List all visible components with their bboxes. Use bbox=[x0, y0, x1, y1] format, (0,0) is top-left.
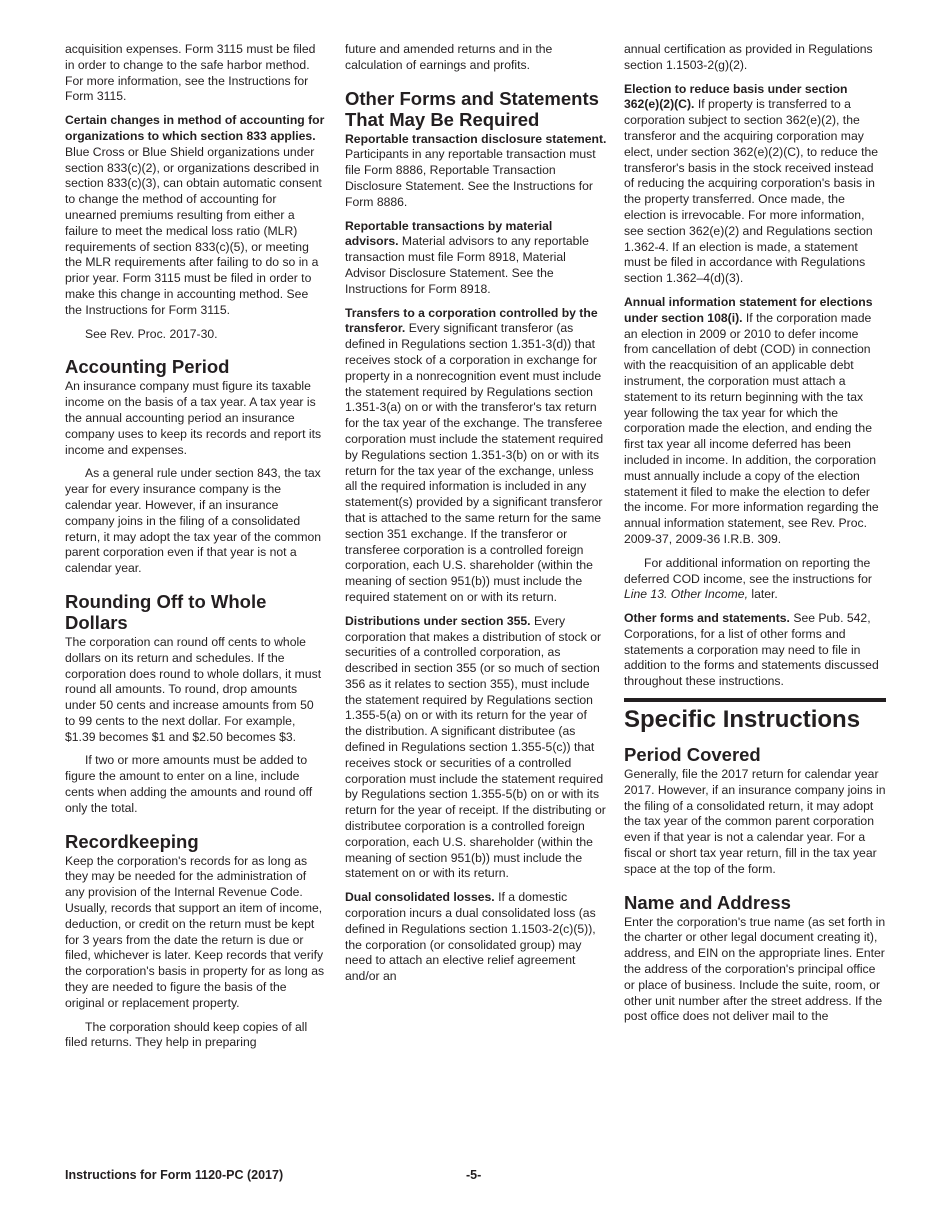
paragraph: annual certification as provided in Regulations section 1.1503-2(g)(2). bbox=[624, 42, 873, 72]
paragraph-text: If the corporation made an election in 2009 or 2010 to defer income from cancellation of debt (COD) in connection with the reacquisition of an applicable debt instrument, the corporation must attach a statement to its return beginning with the tax year following the tax year for which the corporation made the election, and ending the first tax year all income deferred has been included in income. In addition, the corporation must annually include a copy of the election statement it filed to make the election to defer the income. For more information regarding the annual information statement, see Rev. Proc. 2009-37, 2009-36 I.R.B. 309. bbox=[624, 310, 879, 546]
column-3 bbox=[624, 42, 886, 1033]
paragraph: See Rev. Proc. 2017-30. bbox=[85, 326, 218, 341]
paragraph-text: See Pub. 542, Corporations, for a list of other forms and statements a corporation may need to file in addition to the forms and statements discussed throughout these instructions. bbox=[624, 611, 879, 689]
cross-reference: Line 13. Other Income, bbox=[624, 587, 748, 602]
paragraph: future and amended returns and in the calculation of earnings and profits. bbox=[345, 42, 553, 72]
paragraph: The corporation should keep copies of all filed returns. They help in preparing bbox=[65, 1019, 308, 1050]
paragraph bbox=[345, 132, 607, 211]
paragraph: Keep the corporation's records for as long as they may be needed for the administration of any provision of the Internal Revenue Code. Usually, records that support an item of income, deduction, or credit on the return must be kept for 3 years from the date the return is due or filed, whichever is later. Keep records that verify the corporation's basis in property for as long as they are needed to figure the basis of the original or replacement property. bbox=[65, 853, 325, 1010]
paragraph: Enter the corporation's true name (as set forth in the charter or other legal document creating it), address, and EIN on the appropriate lines. Enter the address of the corporation's principal office or place of business. Include the suite, room, or other unit number after the street address. If the post office does not deliver mail to the bbox=[624, 914, 886, 1024]
run-in-heading: Dual consolidated losses. bbox=[345, 890, 495, 905]
section-heading-period-covered: Period Covered bbox=[624, 744, 761, 766]
paragraph-text: If a domestic corporation incurs a dual consolidated loss (as defined in Regulations section 1.1503-2(c)(5)), the corporation (or consolidated group) may need to attach an elective relief agreement and/or an bbox=[345, 890, 596, 984]
paragraph: Generally, file the 2017 return for calendar year 2017. However, if an insurance company joins in the filing of a consolidated return, it may adopt the tax year of the common parent corporation even if that year is not a calendar year. For a fiscal or short tax year return, fill in the tax year space at the top of the form. bbox=[624, 767, 886, 876]
paragraph-text: Participants in any reportable transaction must file Form 8886, Reportable Transaction Disclosure Statement. See the Instructions for Form 8886. bbox=[345, 147, 596, 209]
paragraph bbox=[345, 219, 607, 298]
paragraph-text: later. bbox=[751, 587, 778, 602]
paragraph-text: Blue Cross or Blue Shield organizations under section 833(c)(2), or organizations described in section 833(c)(3), can obtain automatic consent to change the method of accounting for unearned premiums resulting from either a failure to meet the medical loss ratio (MLR) requirements of section 833(c)(5), or meeting the MLR requirements after failing to do so in a prior year. Form 3115 must be filed in order to make this change in accounting method. See the Instructions for Form 3115. bbox=[65, 144, 322, 317]
section-heading-accounting-period: Accounting Period bbox=[65, 356, 230, 378]
paragraph bbox=[345, 614, 607, 883]
footer-form-title: Instructions for Form 1120-PC (2017) bbox=[65, 1168, 284, 1182]
run-in-heading: Reportable transaction disclosure statement. bbox=[345, 131, 607, 146]
paragraph: If two or more amounts must be added to figure the amount to enter on a line, include cents when adding the amounts and round off only the total. bbox=[65, 753, 313, 815]
paragraph bbox=[345, 890, 607, 985]
paragraph-text: For additional information on reporting the deferred COD income, see the instructions for bbox=[624, 555, 872, 586]
paragraph-text: Material advisors to any reportable transaction must file Form 8918, Material Advisor Disclosure Statement. See the Instructions for Form 8918. bbox=[345, 234, 589, 296]
paragraph: As a general rule under section 843, the tax year for every insurance company is the calendar year. However, if an insurance company joins in the filing of a consolidated return, it may adopt the tax year of the common parent corporation even if that year is not a calendar year. bbox=[65, 466, 322, 576]
paragraph bbox=[624, 556, 886, 603]
paragraph-text: Every significant transferor (as defined in Regulations section 1.351-3(d)) that receives stock of a corporation in exchange for property in a nonrecognition event must include the statement required by Regulations section 1.351-3(a) on or with the transferor's tax return for the tax year of the exchange. The transferee corporation must include the statement required by Regulations section 1.351-3(b) on or with its return for the tax year of the exchange, unless all the required information is included in any statement(s) provided by a significant transferor that is attached to the same return for the same section 351 exchange. If the transferor or transferee corporation is a controlled foreign corporation, each U.S. shareholder (within the meaning of section 951(b)) must include the required statement on or with its return. bbox=[345, 321, 604, 604]
major-heading-specific-instructions: Specific Instructions bbox=[624, 698, 886, 734]
run-in-heading: Annual information statement for elections under section 108(i). bbox=[624, 294, 873, 325]
paragraph-text: Every corporation that makes a distribution of stock or securities of a controlled corporation, as described in section 355 (or so much of section 356 as it relates to section 355), must include the statement required by Regulations section 1.355-5(a) on or with its return for the year of the distribution. A significant distributee (as defined in Regulations section 1.355-5(c)) that receives stock or securities of a controlled corporation must include the statement required by Regulations section 1.355-5(b) on or with its return for the year of receipt. If the distributing or distributee corporation is a controlled foreign corporation, each U.S. shareholder (within the meaning of section 951(b)) must include the statement on or with its return. bbox=[345, 613, 606, 881]
paragraph bbox=[624, 82, 886, 287]
column-2 bbox=[345, 42, 607, 993]
paragraph: An insurance company must figure its taxable income on the basis of a tax year. A tax year is the annual accounting period an insurance company uses to keep its records and report its income and expenses. bbox=[65, 379, 322, 457]
paragraph: The corporation can round off cents to whole dollars on its return and schedules. If the corporation does round to whole dollars, it must round all amounts. To round, drop amounts under 50 cents and increase amounts from 50 to 99 cents to the next dollar. For example, $1.39 becomes $1 and $2.50 becomes $3. bbox=[65, 634, 322, 744]
page-number: -5- bbox=[466, 1168, 482, 1182]
paragraph bbox=[624, 295, 886, 548]
section-heading-name-and-address: Name and Address bbox=[624, 891, 791, 913]
section-heading-recordkeeping: Recordkeeping bbox=[65, 830, 199, 852]
paragraph bbox=[624, 611, 886, 690]
run-in-heading: Election to reduce basis under section 362(e)(2)(C). bbox=[624, 81, 848, 112]
section-heading-other-forms: Other Forms and Statements That May Be Required bbox=[345, 87, 599, 130]
run-in-heading: Distributions under section 355. bbox=[345, 613, 531, 628]
paragraph: acquisition expenses. Form 3115 must be filed in order to change to the safe harbor method. For more information, see the Instructions for Form 3115. bbox=[65, 42, 316, 104]
paragraph bbox=[345, 306, 607, 606]
run-in-heading: Certain changes in method of accounting for organizations to which section 833 applies. bbox=[65, 113, 325, 143]
run-in-heading: Other forms and statements. bbox=[624, 611, 790, 626]
column-1 bbox=[65, 42, 327, 1059]
section-heading-rounding: Rounding Off to Whole Dollars bbox=[65, 590, 267, 633]
paragraph bbox=[65, 113, 327, 318]
run-in-heading: Transfers to a corporation controlled by the transferor. bbox=[345, 305, 598, 336]
run-in-heading: Reportable transactions by material advisors. bbox=[345, 218, 553, 249]
paragraph-text: If property is transferred to a corporation subject to section 362(e)(2), the transferor and the acquiring corporation may elect, under section 362(e)(2)(C), to reduce the transferor's basis in the stock received instead of reducing the acquiring corporation's basis in the property transferred. Once made, the election is irrevocable. For more information, see section 362(e)(2) and Regulations section 1.362-4. If an election is made, a statement must be filed in accordance with Regulations section 1.362–4(d)(3). bbox=[624, 97, 879, 286]
